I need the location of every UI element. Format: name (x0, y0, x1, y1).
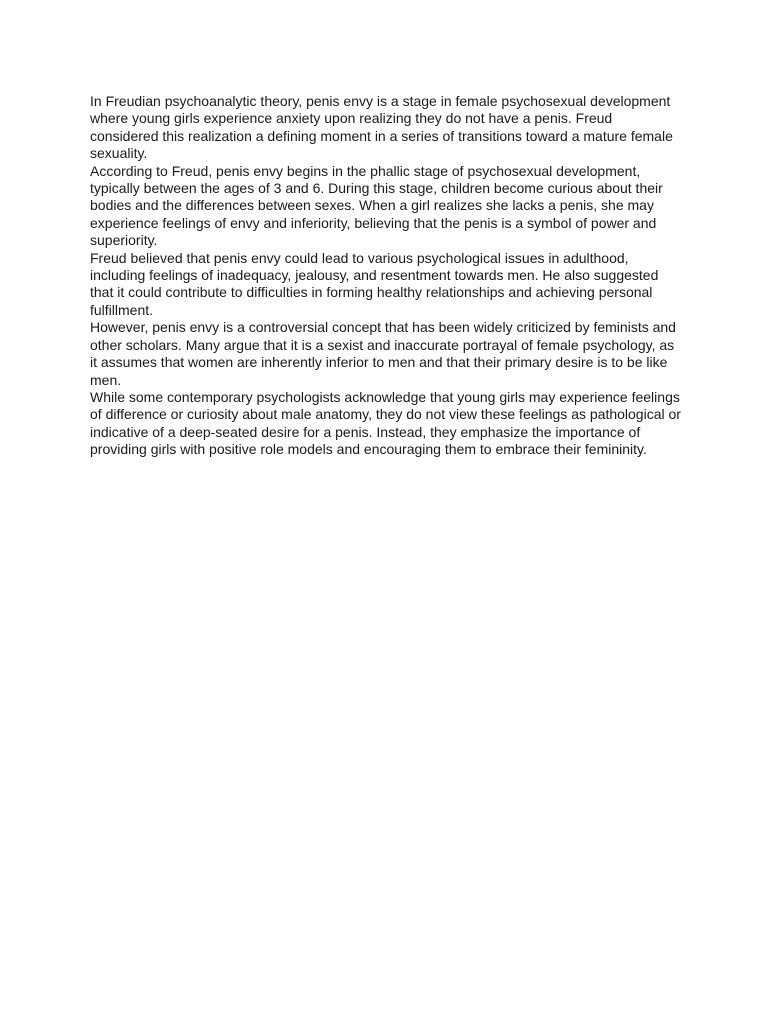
paragraph-criticism: However, penis envy is a controversial concept that has been widely criticized by feminists and other scholars. Many argue that it is a sexist and inaccurate portrayal of female psychology, as it assumes that women are inherently inferior to men and that their primary desire is to be like men. (90, 319, 676, 388)
document-body (90, 93, 682, 459)
paragraph-intro: In Freudian psychoanalytic theory, penis envy is a stage in female psychosexual development where young girls experience anxiety upon realizing they do not have a penis. Freud considered this realization a defining moment in a series of transitions toward a mature female sexuality. (90, 93, 673, 162)
paragraph-phallic-stage: According to Freud, penis envy begins in the phallic stage of psychosexual development, typically between the ages of 3 and 6. During this stage, children become curious about their bodies and the differences between sexes. When a girl realizes she lacks a penis, she may experience feelings of envy and inferiority, believing that the penis is a symbol of power and superiority. (90, 162, 663, 249)
paragraph-contemporary-view: While some contemporary psychologists acknowledge that young girls may experience feelings of difference or curiosity about male anatomy, they do not view these feelings as pathological or indicative of a deep-seated desire for a penis. Instead, they emphasize the importance of providing girls with positive role models and encouraging them to embrace their femininity. (90, 388, 681, 458)
paragraph-adult-effects: Freud believed that penis envy could lead to various psychological issues in adulthood, including feelings of inadequacy, jealousy, and resentment towards men. He also suggested that it could contribute to difficulties in forming healthy relationships and achieving personal fulfillment. (90, 249, 659, 318)
